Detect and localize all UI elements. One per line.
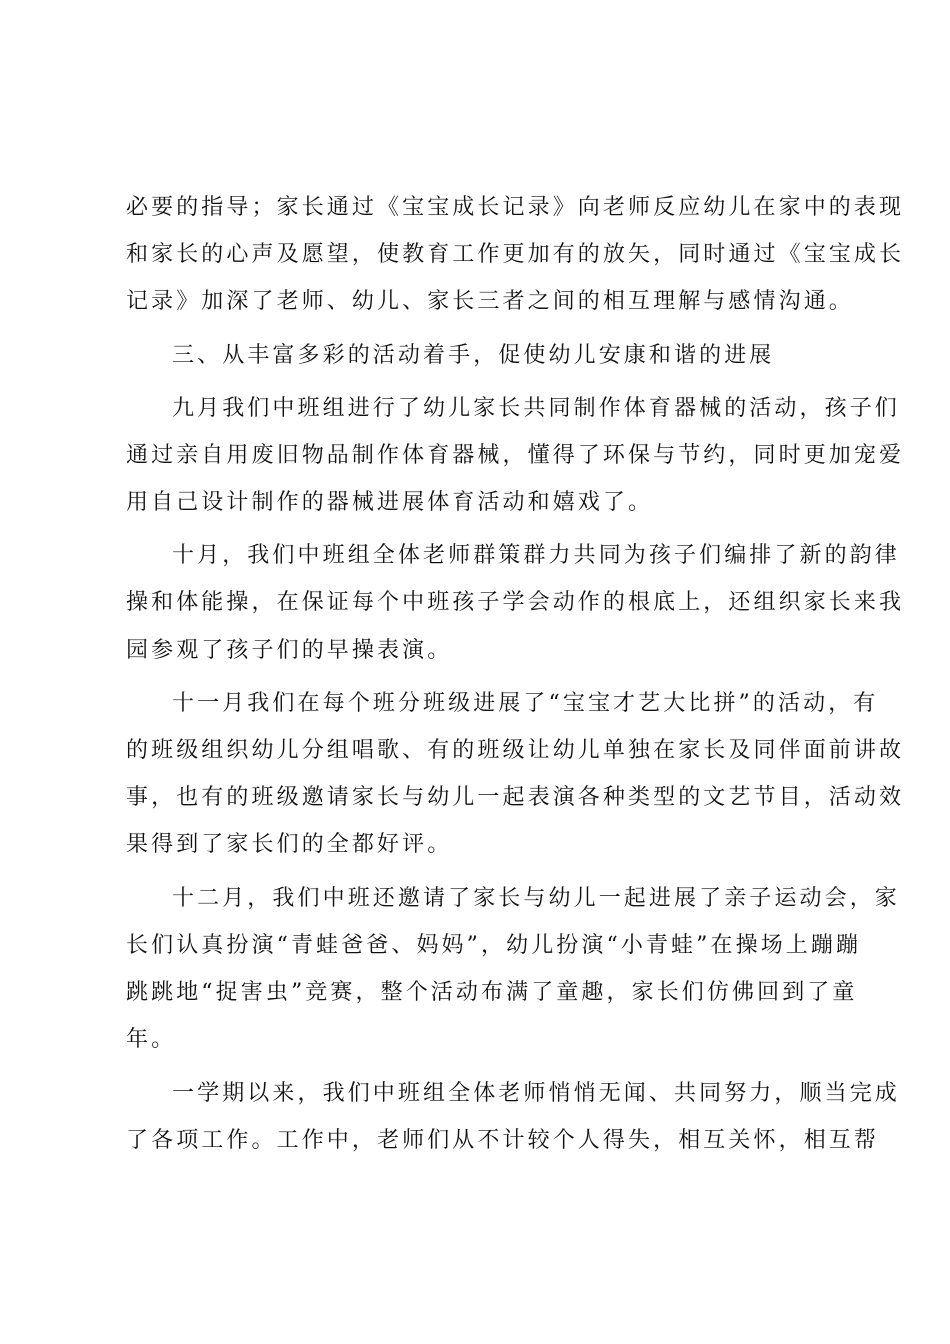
text-line: 跳跳地“捉害虫”竞赛，整个活动布满了童趣，家长们仿佛回到了童 (126, 980, 858, 1005)
text-line: 九月我们中班组进行了幼儿家长共同制作体育器械的活动，孩子们 (172, 396, 900, 421)
text-line: 十月，我们中班组全体老师群策群力共同为孩子们编排了新的韵律 (172, 543, 900, 568)
text-line: 用自己设计制作的器械进展体育活动和嬉戏了。 (126, 490, 654, 515)
text-line: 通过亲自用废旧物品制作体育器械，懂得了环保与节约，同时更加宠爱 (126, 443, 905, 468)
text-line: 必要的指导；家长通过《宝宝成长记录》向老师反应幼儿在家中的表现 (126, 195, 905, 220)
text-line: 记录》加深了老师、幼儿、家长三者之间的相互理解与感情沟通。 (126, 289, 854, 314)
text-line: 十一月我们在每个班分班级进展了“宝宝才艺大比拼”的活动，有 (172, 691, 879, 716)
text-line: 的班级组织幼儿分组唱歌、有的班级让幼儿单独在家长及同伴面前讲故 (126, 738, 905, 763)
text-line: 和家长的心声及愿望，使教育工作更加有的放矢，同时通过《宝宝成长 (126, 242, 905, 267)
text-line: 操和体能操，在保证每个中班孩子学会动作的根底上，还组织家长来我 (126, 590, 905, 615)
text-line: 了各项工作。工作中，老师们从不计较个人得失，相互关怀，相互帮 (126, 1128, 880, 1153)
text-line: 十二月，我们中班还邀请了家长与幼儿一起进展了亲子运动会，家 (172, 886, 900, 911)
text-line: 年。 (126, 1027, 177, 1052)
text-line: 园参观了孩子们的早操表演。 (126, 638, 453, 663)
text-line: 果得到了家长们的全都好评。 (126, 832, 453, 857)
text-line: 一学期以来，我们中班组全体老师悄悄无闻、共同努力，顺当完成 (172, 1081, 900, 1106)
text-line: 长们认真扮演“青蛙爸爸、妈妈”，幼儿扮演“小青蛙”在操场上蹦蹦 (126, 933, 862, 958)
section-heading: 三、从丰富多彩的活动着手，促使幼儿安康和谐的进展 (172, 343, 775, 368)
text-line: 事，也有的班级邀请家长与幼儿一起表演各种类型的文艺节目，活动效 (126, 785, 905, 810)
